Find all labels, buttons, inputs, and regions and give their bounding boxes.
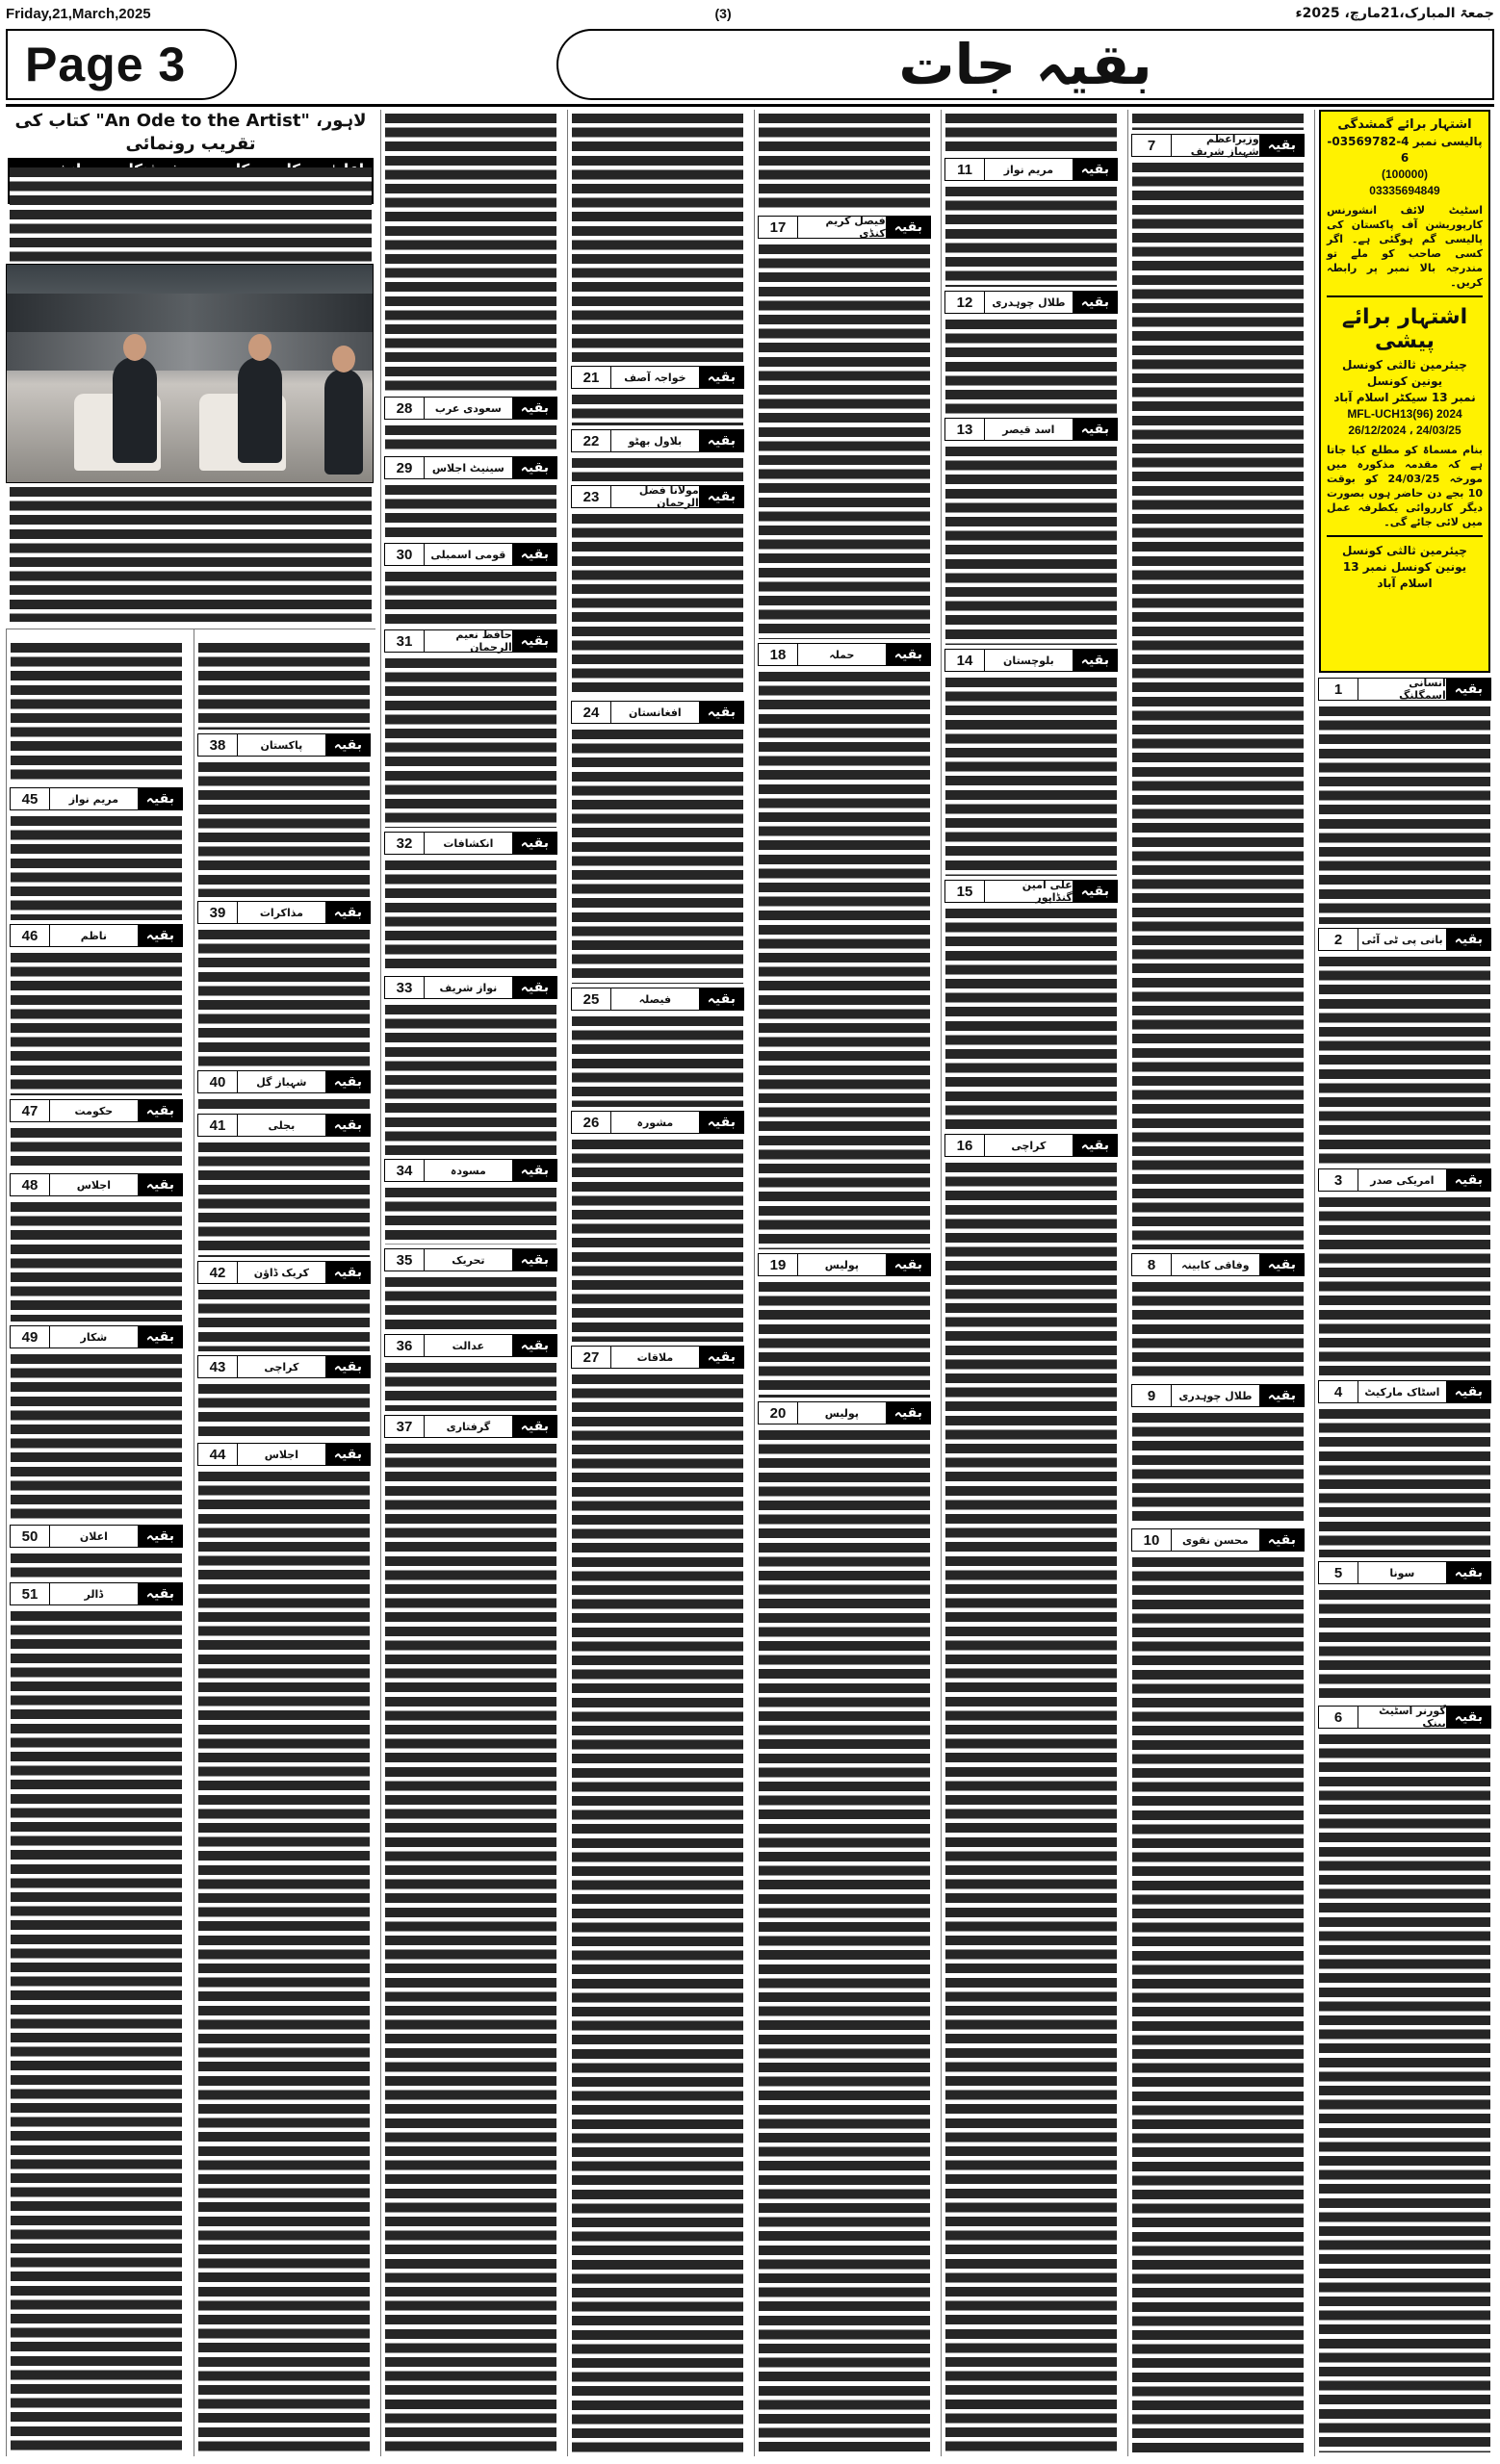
continuation-label: بقیہ <box>887 217 930 238</box>
continuation-topic: پولیس <box>797 1402 887 1424</box>
masthead <box>6 29 1494 102</box>
continuation-topic: گرفتاری <box>424 1416 513 1437</box>
continuation-number: 22 <box>572 430 610 451</box>
continuation-header <box>197 1070 371 1093</box>
article-text <box>11 1553 182 1578</box>
continuation-label: بقیہ <box>139 788 182 809</box>
continuation-number: 17 <box>759 217 797 238</box>
continuation-topic: حملہ <box>797 644 887 665</box>
continuation-label: بقیہ <box>700 1347 743 1368</box>
continuation-topic: بلاول بھٹو <box>610 430 700 451</box>
continuation-label: بقیہ <box>513 630 556 652</box>
continuation-topic: بلوچستان <box>984 650 1073 671</box>
continuation-topic: انسانی اسمگلنگ <box>1358 679 1447 700</box>
article-text <box>1132 1413 1304 1525</box>
continuation-topic: گورنر اسٹیٹ بینک <box>1358 1707 1447 1728</box>
continuation-header <box>571 366 744 389</box>
continuation-label: بقیہ <box>513 398 556 419</box>
continuation-number: 43 <box>198 1356 237 1377</box>
continuation-topic: ڈالر <box>49 1583 139 1604</box>
continuation-topic: پاکستان <box>237 734 326 756</box>
article-text <box>385 1005 556 1155</box>
continuation-label: بقیہ <box>326 902 370 923</box>
continuation-topic: کریک ڈاؤن <box>237 1262 326 1283</box>
feature-story <box>6 110 375 629</box>
continuation-topic: ملاقات <box>610 1347 700 1368</box>
continuation-label: بقیہ <box>326 1262 370 1283</box>
continuation-number: 19 <box>759 1254 797 1275</box>
continuation-label: بقیہ <box>513 457 556 478</box>
column-grid <box>6 110 1494 2456</box>
continuation-topic: مشورہ <box>610 1112 700 1133</box>
continuation-topic: فیصل کریم کنڈی <box>797 217 887 238</box>
article-text <box>11 1202 182 1322</box>
continuation-topic: شکار <box>49 1326 139 1348</box>
continuation-number: 31 <box>385 630 424 652</box>
article-text <box>11 1611 182 2452</box>
article-text <box>198 643 370 730</box>
continuation-number: 27 <box>572 1347 610 1368</box>
continuation-number: 32 <box>385 833 424 854</box>
article-text <box>945 187 1117 287</box>
continuation-header <box>10 1525 183 1548</box>
article-text <box>198 1290 370 1351</box>
article-text <box>385 860 556 972</box>
continuation-label: بقیہ <box>1073 881 1117 902</box>
continuation-header <box>571 1346 744 1369</box>
article-text <box>198 1142 370 1257</box>
english-date: Friday,21,March,2025 <box>6 5 151 22</box>
continuation-header <box>384 832 557 855</box>
article-text <box>11 1128 182 1169</box>
article-text <box>759 1430 930 2452</box>
article-text <box>572 1374 743 2452</box>
continuation-label: بقیہ <box>326 1444 370 1465</box>
continuation-topic: کراچی <box>984 1135 1073 1156</box>
section-title: بقیہ جات <box>898 32 1152 97</box>
continuation-label: بقیہ <box>887 1402 930 1424</box>
continuation-header <box>758 1401 931 1424</box>
continuation-topic: امریکی صدر <box>1358 1169 1447 1191</box>
continuation-label: بقیہ <box>1073 292 1117 313</box>
article-text <box>385 1444 556 2452</box>
continuation-header <box>944 291 1118 314</box>
continuation-number: 1 <box>1319 679 1358 700</box>
continuation-label: بقیہ <box>1447 1707 1490 1728</box>
continuation-label: بقیہ <box>139 1100 182 1121</box>
article-text <box>759 1282 930 1398</box>
continuation-label: بقیہ <box>700 1112 743 1133</box>
continuation-number: 41 <box>198 1115 237 1136</box>
article-text <box>759 672 930 1249</box>
continuation-header <box>758 216 931 239</box>
article-text <box>945 320 1117 414</box>
dateline <box>6 4 1494 23</box>
continuation-header <box>944 649 1118 672</box>
page-label: Page 3 <box>25 38 187 91</box>
continuation-header <box>944 158 1118 181</box>
continuation-number: 10 <box>1132 1529 1171 1551</box>
continuation-label: بقیہ <box>139 1583 182 1604</box>
continuation-number: 20 <box>759 1402 797 1424</box>
article-text <box>1319 1197 1490 1376</box>
continuation-header <box>197 1443 371 1466</box>
article-text <box>572 114 743 362</box>
ad-body-2: بنام مسماۃ کو مطلع کیا جاتا ہے کہ مقدمہ مذکورہ میں مورخہ 24/03/25 کو بوقت 10 بجے دن حاضر ہوں بصورت دیگر کارروائی یکطرفہ عمل میں لائی جائے گی۔ <box>1327 444 1483 528</box>
continuation-number: 25 <box>572 988 610 1010</box>
continuation-header <box>10 1325 183 1348</box>
continuation-number: 14 <box>945 650 984 671</box>
article-text <box>11 816 182 920</box>
continuation-header <box>1318 928 1491 951</box>
feature-headline: لاہور، "An Ode to the Artist" کتاب کی تقریب رونمائی <box>14 111 367 154</box>
continuation-label: بقیہ <box>700 486 743 507</box>
continuation-topic: حکومت <box>49 1100 139 1121</box>
continuation-number: 21 <box>572 367 610 388</box>
continuation-label: بقیہ <box>1260 1385 1304 1406</box>
article-text <box>385 1188 556 1245</box>
article-text <box>198 930 370 1066</box>
continuation-number: 7 <box>1132 135 1171 156</box>
column-1 <box>1314 110 1494 2456</box>
article-text <box>945 678 1117 876</box>
continuation-header <box>944 1134 1118 1157</box>
continuation-number: 45 <box>11 788 49 809</box>
article-text <box>945 1163 1117 2452</box>
article-text <box>945 114 1117 154</box>
article-text <box>1132 114 1304 130</box>
page-label-box <box>6 29 237 100</box>
continuation-label: بقیہ <box>513 833 556 854</box>
article-text <box>572 458 743 481</box>
continuation-topic: شہباز گل <box>237 1071 326 1092</box>
continuation-topic: انکشافات <box>424 833 513 854</box>
continuation-number: 6 <box>1319 1707 1358 1728</box>
article-text <box>1319 1590 1490 1702</box>
continuation-number: 13 <box>945 419 984 440</box>
article-text <box>945 909 1117 1130</box>
continuation-label: بقیہ <box>1073 419 1117 440</box>
continuation-topic: ناظم <box>49 925 139 946</box>
continuation-number: 9 <box>1132 1385 1171 1406</box>
continuation-number: 11 <box>945 159 984 180</box>
continuation-number: 33 <box>385 977 424 998</box>
continuation-header <box>197 733 371 757</box>
continuation-number: 3 <box>1319 1169 1358 1191</box>
ad-policy-number: پالیسی نمبر 4-03569782-6 <box>1327 135 1483 165</box>
continuation-label: بقیہ <box>139 1174 182 1195</box>
continuation-header <box>571 988 744 1011</box>
continuation-topic: مریم نواز <box>49 788 139 809</box>
continuation-label: بقیہ <box>1447 1169 1490 1191</box>
continuation-header <box>571 429 744 452</box>
continuation-header <box>384 1334 557 1357</box>
article-text <box>1319 1734 1490 2452</box>
continuation-label: بقیہ <box>326 1356 370 1377</box>
article-text <box>572 1016 743 1107</box>
article-text <box>198 762 370 897</box>
column-5 <box>567 110 747 2456</box>
continuation-number: 15 <box>945 881 984 902</box>
section-title-box <box>556 29 1494 100</box>
continuation-number: 40 <box>198 1071 237 1092</box>
continuation-number: 49 <box>11 1326 49 1348</box>
article-text <box>1319 1409 1490 1557</box>
continuation-number: 24 <box>572 702 610 723</box>
continuation-number: 18 <box>759 644 797 665</box>
continuation-header <box>197 1114 371 1137</box>
article-text <box>385 572 556 626</box>
urdu-date: جمعۃ المبارک،21مارچ، 2025ء <box>1295 6 1494 21</box>
continuation-header <box>384 456 557 479</box>
continuation-topic: مسودہ <box>424 1160 513 1181</box>
feature-body-text <box>10 487 372 622</box>
article-text <box>572 1140 743 1342</box>
continuation-label: بقیہ <box>513 1249 556 1270</box>
continuation-header <box>10 787 183 810</box>
continuation-topic: سعودی عرب <box>424 398 513 419</box>
continuation-header <box>571 701 744 724</box>
continuation-topic: بانی پی ٹی آئی <box>1358 929 1447 950</box>
article-text <box>198 1472 370 2452</box>
continuation-topic: سینیٹ اجلاس <box>424 457 513 478</box>
continuation-topic: اجلاس <box>49 1174 139 1195</box>
article-text <box>945 447 1117 645</box>
continuation-number: 5 <box>1319 1562 1358 1583</box>
continuation-header <box>1131 1384 1305 1407</box>
continuation-number: 26 <box>572 1112 610 1133</box>
continuation-topic: عدالت <box>424 1335 513 1356</box>
continuation-number: 35 <box>385 1249 424 1270</box>
continuation-number: 30 <box>385 544 424 565</box>
continuation-header <box>571 1111 744 1134</box>
column-3 <box>941 110 1121 2456</box>
article-text <box>572 514 743 697</box>
continuation-label: بقیہ <box>700 430 743 451</box>
continuation-topic: اجلاس <box>237 1444 326 1465</box>
column-2 <box>1127 110 1307 2456</box>
continuation-label: بقیہ <box>1447 679 1490 700</box>
continuation-topic: حافظ نعیم الرحمان <box>424 630 513 652</box>
event-photo <box>6 264 374 483</box>
continuation-number: 37 <box>385 1416 424 1437</box>
continuation-header <box>384 629 557 653</box>
continuation-number: 47 <box>11 1100 49 1121</box>
continuation-topic: سونا <box>1358 1562 1447 1583</box>
continuation-header <box>10 1173 183 1196</box>
continuation-header <box>197 901 371 924</box>
article-text <box>1132 1557 1304 2452</box>
continuation-label: بقیہ <box>1260 1254 1304 1275</box>
article-text <box>11 643 182 783</box>
continuation-topic: محسن نقوی <box>1171 1529 1260 1551</box>
continuation-topic: وفاقی کابینہ <box>1171 1254 1260 1275</box>
continuation-header <box>944 880 1118 903</box>
continuation-number: 8 <box>1132 1254 1171 1275</box>
continuation-header <box>384 1415 557 1438</box>
continuation-header <box>1318 1168 1491 1192</box>
continuation-label: بقیہ <box>887 1254 930 1275</box>
continuation-label: بقیہ <box>513 1160 556 1181</box>
continuation-label: بقیہ <box>1073 1135 1117 1156</box>
continuation-topic: علی امین گنڈاپور <box>984 881 1073 902</box>
article-text <box>385 658 556 828</box>
continuation-topic: تحریک <box>424 1249 513 1270</box>
continuation-header <box>197 1355 371 1378</box>
ad-amount: (100000) <box>1381 167 1429 181</box>
ad-phone: 03335694849 <box>1369 184 1440 197</box>
article-text <box>11 953 182 1095</box>
continuation-topic: مولانا فضل الرحمان <box>610 486 700 507</box>
continuation-label: بقیہ <box>513 544 556 565</box>
continuation-topic: مذاکرات <box>237 902 326 923</box>
continuation-topic: اعلان <box>49 1526 139 1547</box>
article-text <box>385 1363 556 1411</box>
continuation-topic: وزیراعظم شہباز شریف <box>1171 135 1260 156</box>
article-text <box>385 114 556 393</box>
column-4 <box>754 110 934 2456</box>
article-text <box>385 485 556 539</box>
column-6 <box>380 110 560 2456</box>
continuation-number: 29 <box>385 457 424 478</box>
continuation-topic: فیصلہ <box>610 988 700 1010</box>
continuation-number: 36 <box>385 1335 424 1356</box>
continuation-topic: اسد قیصر <box>984 419 1073 440</box>
continuation-header <box>1131 1528 1305 1552</box>
article-text <box>759 114 930 212</box>
continuation-header <box>1131 1253 1305 1276</box>
continuation-number: 38 <box>198 734 237 756</box>
continuation-label: بقیہ <box>1447 929 1490 950</box>
continuation-number: 16 <box>945 1135 984 1156</box>
ad-divider <box>1327 295 1483 297</box>
continuation-label: بقیہ <box>326 1071 370 1092</box>
continuation-topic: اسٹاک مارکیٹ <box>1358 1381 1447 1402</box>
continuation-label: بقیہ <box>326 1115 370 1136</box>
ad-footer: چیئرمین ثالثی کونسل یونین کونسل نمبر 13 اسلام آباد <box>1342 544 1467 590</box>
continuation-topic: بجلی <box>237 1115 326 1136</box>
article-text <box>572 395 743 425</box>
continuation-label: بقیہ <box>1260 1529 1304 1551</box>
continuation-topic: طلال چوہدری <box>1171 1385 1260 1406</box>
continuation-header <box>384 397 557 420</box>
continuation-label: بقیہ <box>513 977 556 998</box>
ad-summons-heading: اشتہار برائے پیشی <box>1341 305 1468 353</box>
ad-union-council: نمبر 13 سیکٹر اسلام آباد <box>1333 391 1476 404</box>
continuation-topic: طلال چوہدری <box>984 292 1073 313</box>
continuation-number: 42 <box>198 1262 237 1283</box>
ad-court: چیئرمین ثالثی کونسل یونین کونسل <box>1342 358 1467 388</box>
continuation-label: بقیہ <box>1073 650 1117 671</box>
continuation-topic: نواز شریف <box>424 977 513 998</box>
continuation-topic: مریم نواز <box>984 159 1073 180</box>
continuation-topic: افغانستان <box>610 702 700 723</box>
continuation-number: 50 <box>11 1526 49 1547</box>
continuation-label: بقیہ <box>326 734 370 756</box>
continuation-label: بقیہ <box>1447 1562 1490 1583</box>
article-text <box>759 244 930 639</box>
continuation-label: بقیہ <box>139 1326 182 1348</box>
article-text <box>198 1099 370 1110</box>
continuation-topic: پولیس <box>797 1254 887 1275</box>
continuation-header <box>571 485 744 508</box>
continuation-topic: کراچی <box>237 1356 326 1377</box>
continuation-header <box>1131 134 1305 157</box>
continuation-header <box>758 643 931 666</box>
continuation-number: 23 <box>572 486 610 507</box>
classified-ad <box>1319 110 1490 673</box>
article-text <box>11 1354 182 1521</box>
header-rule <box>6 104 1494 107</box>
continuation-label: بقیہ <box>139 925 182 946</box>
continuation-number: 48 <box>11 1174 49 1195</box>
continuation-header <box>1318 1706 1491 1729</box>
continuation-number: 44 <box>198 1444 237 1465</box>
article-text <box>198 1384 370 1439</box>
continuation-number: 39 <box>198 902 237 923</box>
continuation-label: بقیہ <box>139 1526 182 1547</box>
continuation-label: بقیہ <box>700 367 743 388</box>
continuation-header <box>758 1253 931 1276</box>
continuation-label: بقیہ <box>1260 135 1304 156</box>
continuation-topic: قومی اسمبلی <box>424 544 513 565</box>
article-text <box>1132 1282 1304 1380</box>
continuation-number: 2 <box>1319 929 1358 950</box>
continuation-header <box>10 1582 183 1605</box>
article-text <box>1319 957 1490 1165</box>
ad-divider-2 <box>1327 535 1483 537</box>
continuation-label: بقیہ <box>887 644 930 665</box>
continuation-header <box>10 1099 183 1122</box>
article-text <box>1132 163 1304 1249</box>
continuation-label: بقیہ <box>513 1416 556 1437</box>
continuation-header <box>384 543 557 566</box>
continuation-number: 28 <box>385 398 424 419</box>
ad-body-1: اسٹیٹ لائف انشورنس کارپوریشن آف پاکستان کی پالیسی گم ہوگئی ہے۔ اگر کسی صاحب کو ملے تو مندرجہ بالا نمبر پر رابطہ کریں۔ <box>1327 204 1483 289</box>
continuation-label: بقیہ <box>700 702 743 723</box>
ad-case-number: MFL-UCH13(96) 2024 <box>1347 407 1462 421</box>
continuation-header <box>384 976 557 999</box>
ad-dates: 26/12/2024 ، 24/03/25 <box>1348 424 1461 437</box>
continuation-number: 4 <box>1319 1381 1358 1402</box>
continuation-header <box>1318 1561 1491 1584</box>
continuation-label: بقیہ <box>513 1335 556 1356</box>
article-text <box>385 425 556 452</box>
continuation-topic: خواجہ آصف <box>610 367 700 388</box>
continuation-header <box>384 1248 557 1271</box>
continuation-header <box>1318 1380 1491 1403</box>
continuation-number: 51 <box>11 1583 49 1604</box>
continuation-number: 34 <box>385 1160 424 1181</box>
continuation-label: بقیہ <box>1073 159 1117 180</box>
continuation-label: بقیہ <box>1447 1381 1490 1402</box>
ad-heading: اشتہار برائے گمشدگی <box>1337 117 1472 132</box>
continuation-header <box>10 924 183 947</box>
feature-intro-text <box>10 167 372 264</box>
page-number: (3) <box>714 6 732 21</box>
continuation-header <box>944 418 1118 441</box>
article-text <box>572 730 743 984</box>
continuation-header <box>1318 678 1491 701</box>
article-text <box>1319 706 1490 924</box>
continuation-label: بقیہ <box>700 988 743 1010</box>
continuation-header <box>197 1261 371 1284</box>
article-text <box>385 1277 556 1330</box>
continuation-number: 12 <box>945 292 984 313</box>
continuation-number: 46 <box>11 925 49 946</box>
continuation-header <box>384 1159 557 1182</box>
